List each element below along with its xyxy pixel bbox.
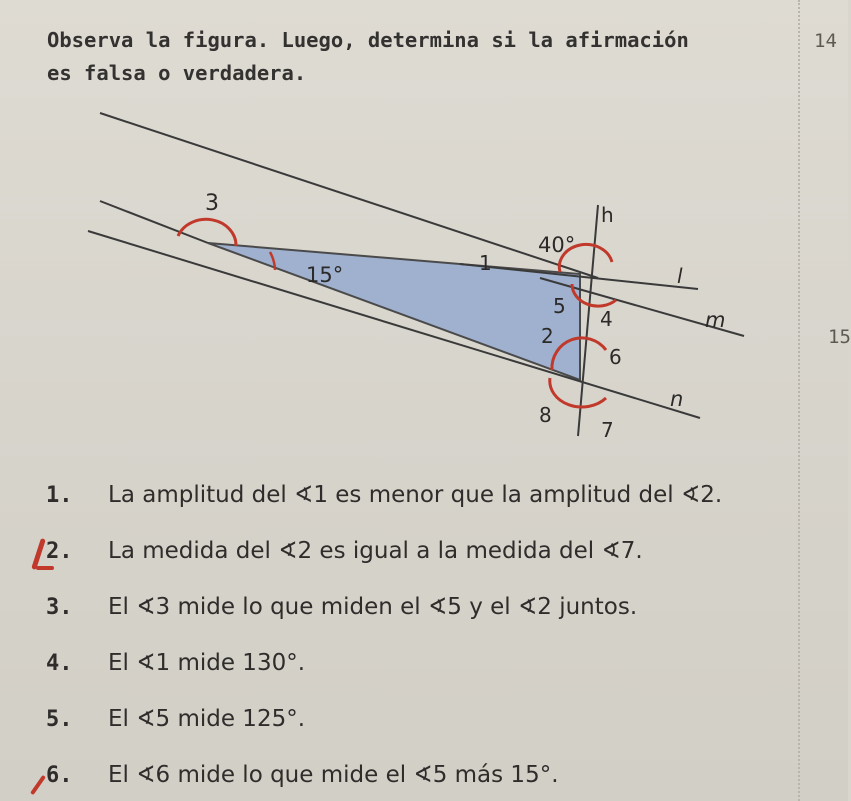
statement-4 xyxy=(46,650,786,676)
statement-6 xyxy=(46,762,786,788)
page-number-top: 14 xyxy=(814,30,837,52)
angle-label-1: 1 xyxy=(479,251,492,275)
line-label-n: n xyxy=(670,387,684,411)
angle-label-15: 15° xyxy=(306,263,344,287)
statement-1 xyxy=(46,482,786,508)
statement-5 xyxy=(46,706,786,732)
red-pen-underline-2 xyxy=(36,566,54,570)
statement-text: El ∢3 mide lo que miden el ∢5 y el ∢2 juntos. xyxy=(108,594,638,620)
shaded-triangle xyxy=(208,243,580,380)
line-label-h: h xyxy=(601,203,614,227)
upper-transversal-line xyxy=(100,113,598,278)
statement-text: La medida del ∢2 es igual a la medida del ∢7. xyxy=(108,538,643,564)
angle-label-8: 8 xyxy=(539,403,552,427)
statement-2 xyxy=(46,538,786,564)
statement-number: 5. xyxy=(46,707,73,732)
line-label-m: m xyxy=(705,308,726,332)
statement-text: El ∢1 mide 130°. xyxy=(108,650,306,676)
statement-text: El ∢5 mide 125°. xyxy=(108,706,306,732)
statement-number: 6. xyxy=(46,763,73,788)
statement-3 xyxy=(46,594,786,620)
angle-label-7: 7 xyxy=(601,418,614,442)
angle-8-arc xyxy=(550,378,606,407)
statement-text: El ∢6 mide lo que mide el ∢5 más 15°. xyxy=(108,762,559,788)
statement-number: 3. xyxy=(46,595,73,620)
line-label-l: l xyxy=(677,264,683,288)
angle-label-6: 6 xyxy=(609,345,622,369)
statement-number: 1. xyxy=(46,483,73,508)
angle-label-5: 5 xyxy=(553,294,566,318)
prompt-line-1: Observa la figura. Luego, determina si la afirmación xyxy=(47,28,689,52)
page-number-middle: 15 xyxy=(828,326,851,348)
angle-label-2: 2 xyxy=(541,324,554,348)
angle-label-4: 4 xyxy=(600,307,613,331)
statement-number: 4. xyxy=(46,651,73,676)
statement-number: 2. xyxy=(46,539,73,564)
statement-text: La amplitud del ∢1 es menor que la amplitud del ∢2. xyxy=(108,482,723,508)
angle-label-3: 3 xyxy=(205,191,219,216)
angle-label-40: 40° xyxy=(538,233,576,257)
prompt-line-2: es falsa o verdadera. xyxy=(47,61,307,85)
